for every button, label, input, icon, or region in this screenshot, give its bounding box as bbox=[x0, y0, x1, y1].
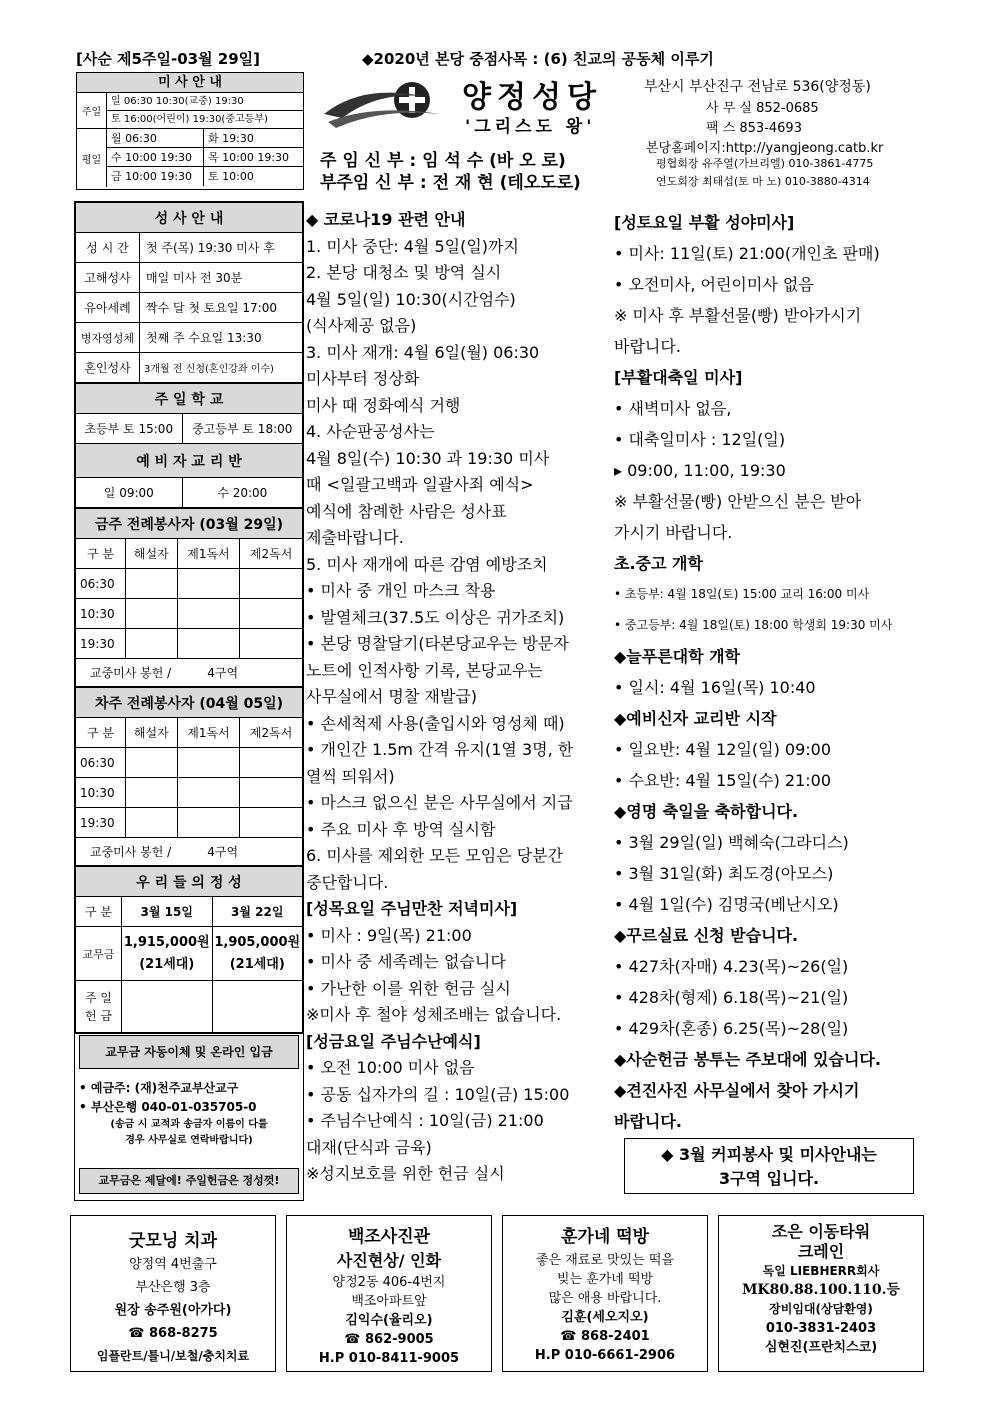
ad-title: 조은 이동타워 bbox=[771, 1222, 871, 1241]
section-heading: [성금요일 주님수난예식] bbox=[306, 1031, 481, 1051]
notice-line: 중단합니다. bbox=[306, 872, 389, 892]
sacrament-name: 고해성사 bbox=[76, 263, 140, 293]
edu-fee-amount: 1,915,000원 bbox=[123, 934, 210, 950]
notice-line: 4월 8일(수) 10:30 과 19:30 미사 bbox=[306, 448, 550, 468]
catechumen-title: 예 비 자 교 리 반 bbox=[76, 444, 303, 478]
ad-line: ☎ 868-8275 bbox=[128, 1326, 218, 1341]
weekday-mass-cell: 월 06:30 bbox=[107, 129, 204, 147]
transfer-footer: 교무금은 제달에! 주일헌금은 정성껏! bbox=[79, 1168, 299, 1194]
ad-dental bbox=[70, 1215, 276, 1372]
notice-line: ※성지보호를 위한 헌금 실시 bbox=[306, 1164, 505, 1183]
ad-line: 양정역 4번출구 bbox=[129, 1257, 217, 1272]
notice-line: ※ 미사 후 부활선물(빵) 받아가시기 bbox=[614, 306, 862, 325]
section-heading: [성목요일 주님만찬 저녁미사] bbox=[306, 899, 518, 918]
sunday-school-title: 주 일 학 교 bbox=[76, 384, 303, 414]
notice-line: • 본당 명찰달기(타본당교우는 방문자 bbox=[306, 634, 569, 653]
notice-line: • 개인간 1.5m 간격 유지(1열 3명, 한 bbox=[306, 740, 574, 759]
servers-time: 10:30 bbox=[76, 599, 126, 629]
servers-time: 19:30 bbox=[76, 808, 126, 838]
notice-line: 대재(단식과 금육) bbox=[306, 1137, 432, 1157]
ad-line: 김훈(세오지오) bbox=[561, 1310, 649, 1325]
offerings-title: 우 리 들 의 정 성 bbox=[76, 867, 303, 897]
notice-line: • 4월 1일(수) 김명국(베난시오) bbox=[614, 895, 839, 914]
notice-line: 예식에 참례한 사람은 성사표 bbox=[306, 501, 507, 521]
notice-line: • 공동 십자가의 길 : 10일(금) 15:00 bbox=[306, 1084, 570, 1104]
catechumen-wednesday: 수 20:00 bbox=[182, 478, 302, 508]
notice-line: • 발열체크(37.5도 이상은 귀가조치) bbox=[306, 607, 565, 627]
ad-photo-studio bbox=[286, 1215, 492, 1372]
section-heading: [부활대축일 미사] bbox=[614, 368, 743, 387]
section-heading: 바랍니다. bbox=[614, 1112, 682, 1131]
left-column bbox=[74, 201, 304, 1201]
ad-line: H.P 010-8411-9005 bbox=[318, 1351, 460, 1366]
notice-line: 가시기 바랍니다. bbox=[614, 523, 733, 542]
sacrament-time: 첫 주(목) 19:30 미사 후 bbox=[140, 233, 303, 263]
ad-line: 부산은행 3층 bbox=[135, 1280, 211, 1295]
ad-title: 훈가네 떡방 bbox=[560, 1227, 650, 1247]
ad-line: 장비임대(상담환영) bbox=[769, 1302, 873, 1316]
section-heading: ◆예비신자 교리반 시작 bbox=[614, 709, 777, 728]
notice-line: ※ 부활선물(빵) 안받으신 분은 받아 bbox=[614, 492, 862, 511]
ad-line: 김익수(율리오) bbox=[345, 1313, 433, 1328]
notice-line: • 428차(형제) 6.18(목)~21(일) bbox=[614, 988, 849, 1007]
section-heading: ◆늘푸른대학 개학 bbox=[614, 647, 741, 666]
right-column bbox=[614, 207, 919, 1131]
servers-head: 제1독서 bbox=[177, 718, 240, 748]
notice-line: • 마스크 없으신 분은 사무실에서 지급 bbox=[306, 793, 573, 812]
notice-line: • 오전미사, 어린이미사 없음 bbox=[614, 275, 814, 294]
notice-line: 때 <일괄고백과 일괄사죄 예식> bbox=[306, 475, 534, 494]
notice-line: 4월 5일(일) 10:30(시간엄수) bbox=[306, 289, 516, 309]
ad-line: ☎ 862-9005 bbox=[344, 1332, 434, 1347]
notice-line: • 일요반: 4월 12일(일) 09:00 bbox=[614, 740, 832, 759]
sacrament-name: 혼인성사 bbox=[76, 353, 140, 383]
weekday-mass-cell: 수 10:00 19:30 bbox=[107, 148, 204, 166]
office-fax: 팩 스 853-4693 bbox=[706, 121, 802, 136]
notice-line: 미사부터 정상화 bbox=[306, 369, 420, 388]
offering-zone: 4구역 bbox=[207, 666, 239, 680]
notice-line: • 미사: 11일(토) 21:00(개인초 판매) bbox=[614, 244, 880, 263]
ad-line: 양정2동 406-4번지 bbox=[332, 1275, 446, 1290]
servers-time: 06:30 bbox=[76, 569, 126, 599]
notice-line: • 가난한 이를 위한 헌금 실시 bbox=[306, 978, 511, 998]
ad-title: 백조사진관 bbox=[347, 1227, 431, 1247]
servers-time: 19:30 bbox=[76, 629, 126, 659]
mass-schedule-title: 미 사 안 내 bbox=[77, 73, 303, 93]
notice-line: • 수요반: 4월 15일(수) 21:00 bbox=[614, 771, 832, 790]
pastor: 주 임 신 부 : 임 석 수 (바 오 로) bbox=[320, 151, 566, 171]
notice-line: (식사제공 없음) bbox=[306, 316, 417, 335]
transfer-title: 교무금 자동이체 및 온라인 입금 bbox=[79, 1035, 299, 1069]
transfer-note: (송금 시 교적과 송금자 이름이 다를 bbox=[110, 1119, 268, 1130]
offering-label: 교중미사 봉헌 / bbox=[90, 845, 172, 859]
sunday-label: 주일 bbox=[77, 93, 107, 128]
ad-line: 사진현상/ 인화 bbox=[336, 1251, 442, 1270]
notice-line: • 429차(혼종) 6.25(목)~28(일) bbox=[614, 1019, 849, 1038]
notice-line: • 미사 중 세족례는 없습니다 bbox=[306, 952, 506, 971]
weekday-mass-cell: 화 19:30 bbox=[208, 132, 254, 145]
weekday-mass-cell: 토 10:00 bbox=[208, 170, 254, 183]
notice-line: • 미사 : 9일(목) 21:00 bbox=[306, 925, 472, 945]
assistant-pastor: 부주임 신 부 : 전 재 현 (테오도로) bbox=[320, 173, 581, 193]
edu-fee-label: 교무금 bbox=[76, 927, 122, 981]
section-heading: [성토요일 부활 성야미사] bbox=[614, 213, 795, 232]
servers-time: 10:30 bbox=[76, 778, 126, 808]
notice-line: 제출바랍니다. bbox=[306, 528, 404, 547]
section-heading: ◆사순헌금 봉투는 주보대에 있습니다. bbox=[614, 1050, 881, 1069]
sacrament-time: 3개월 전 신청(혼인강좌 이수) bbox=[140, 353, 303, 383]
transfer-note: 경우 사무실로 연락바랍니다) bbox=[125, 1135, 253, 1146]
ad-line: 독일 LIEBHERR회사 bbox=[762, 1264, 880, 1278]
ad-line: 심현진(프란치스코) bbox=[764, 1340, 878, 1355]
servers-head: 제1독서 bbox=[177, 539, 240, 569]
ad-line: ☎ 868-2401 bbox=[560, 1329, 650, 1344]
transfer-account: • 부산은행 040-01-035705-0 bbox=[79, 1100, 257, 1114]
catechumen-sunday: 일 09:00 bbox=[76, 478, 183, 508]
notice-line: • 3월 31일(화) 최도경(아모스) bbox=[614, 864, 834, 883]
ad-line: 좋은 재료로 맛있는 떡을 bbox=[536, 1253, 674, 1268]
church-address: 부산시 부산진구 전남로 536(양정동) bbox=[644, 79, 871, 95]
notice-line: 6. 미사를 제외한 모든 모임은 당분간 bbox=[306, 846, 564, 865]
section-heading: ◆꾸르실료 신청 받습니다. bbox=[614, 926, 799, 945]
ad-line: 크레인 bbox=[797, 1242, 845, 1261]
section-heading: ◆견진사진 사무실에서 찾아 가시기 bbox=[614, 1081, 860, 1100]
sunday-school-mid: 중고등부 토 18:00 bbox=[182, 414, 302, 444]
church-logo bbox=[322, 74, 452, 134]
notice-line: • 427차(자매) 4.23(목)~26(일) bbox=[614, 957, 849, 976]
offerings-head: 3월 15일 bbox=[122, 897, 213, 927]
servers-this-week-title: 금주 전례봉사자 (03월 29일) bbox=[76, 509, 303, 539]
edu-fee-amount: 1,905,000원 bbox=[214, 934, 301, 950]
notice-line: 3구역 입니다. bbox=[718, 1169, 820, 1188]
ad-title: 굿모닝 치과 bbox=[128, 1231, 218, 1251]
church-name: 양정성당 bbox=[462, 80, 602, 115]
council-president: 평협회장 유주열(가브리엘) 010-3861-4775 bbox=[656, 157, 874, 170]
homepage-link[interactable]: 본당홈페이지:http://yangjeong.catb.kr bbox=[646, 141, 884, 156]
notice-line: • 중고등부: 4월 18일(토) 18:00 학생회 19:30 미사 bbox=[614, 618, 893, 632]
ad-line: H.P 010-6661-2906 bbox=[534, 1348, 676, 1363]
notice-line: ※미사 후 철야 성체조배는 없습니다. bbox=[306, 1005, 562, 1024]
church-patron: '그리스도 왕' bbox=[465, 117, 596, 137]
notice-line: 5. 미사 재개에 따른 감염 예방조치 bbox=[306, 554, 548, 574]
notice-line: 미사 때 정화예식 거행 bbox=[306, 395, 461, 415]
edu-fee-households: (21세대) bbox=[139, 956, 195, 972]
ad-line: 010-3831-2403 bbox=[765, 1321, 877, 1336]
offering-label: 교중미사 봉헌 / bbox=[90, 666, 172, 680]
issue-date: [사순 제5주일-03월 29일] bbox=[76, 50, 260, 68]
edu-fee-households: (21세대) bbox=[229, 956, 285, 972]
servers-head: 구 분 bbox=[76, 539, 126, 569]
notice-line: • 초등부: 4월 18일(토) 15:00 교리 16:00 미사 bbox=[614, 587, 870, 601]
notice-line: 4. 사순판공성사는 bbox=[306, 422, 435, 441]
notice-line: • 3월 29일(일) 백혜숙(그라디스) bbox=[614, 833, 849, 852]
sacrament-time: 매일 미사 전 30분 bbox=[140, 263, 303, 293]
notice-line: 2. 본당 대청소 및 방역 실시 bbox=[306, 263, 502, 282]
sunday-offering-label: 주 일 bbox=[85, 990, 112, 1005]
ad-line: 백조아파트앞 bbox=[351, 1294, 427, 1309]
ad-crane bbox=[718, 1215, 924, 1372]
notice-line: • 손세척제 사용(출입시와 영성체 때) bbox=[306, 713, 565, 733]
section-heading: ◆ 코로나19 관련 안내 bbox=[306, 210, 466, 229]
notice-line: ◆ 3월 커피봉사 및 미사안내는 bbox=[661, 1145, 877, 1164]
servers-time: 06:30 bbox=[76, 748, 126, 778]
section-heading: 초.중고 개학 bbox=[614, 554, 703, 573]
sunday-school-elem: 초등부 토 15:00 bbox=[76, 414, 183, 444]
notice-line: 노트에 인적사항 기록, 본당교우는 bbox=[306, 660, 543, 680]
offerings-head: 구 분 bbox=[76, 897, 122, 927]
notice-line: • 대축일미사 : 12일(일) bbox=[614, 430, 786, 449]
ad-line: MK80.88.100.110.등 bbox=[741, 1282, 901, 1298]
section-heading: ◆영명 축일을 축하합니다. bbox=[614, 802, 799, 821]
saturday-mass-row: 토 16:00(어린이) 19:30(중고등부) bbox=[111, 114, 268, 125]
servers-head: 해설자 bbox=[126, 718, 178, 748]
notice-line: • 주님수난예식 : 10일(금) 21:00 bbox=[306, 1111, 544, 1130]
notice-line: 사무실에서 명찰 재발급) bbox=[306, 687, 477, 706]
notice-line: • 새벽미사 없음, bbox=[614, 399, 732, 418]
ad-line: 많은 애용 바랍니다. bbox=[548, 1291, 662, 1306]
notice-line: 바랍니다. bbox=[614, 337, 681, 356]
sunday-mass-row: 일 06:30 10:30(교중) 19:30 bbox=[107, 93, 303, 111]
sacrament-time: 첫째 주 수요일 13:30 bbox=[140, 323, 303, 353]
notice-box bbox=[624, 1138, 914, 1194]
servers-next-week-title: 차주 전례봉사자 (04월 05일) bbox=[76, 688, 303, 718]
weekday-label: 평일 bbox=[77, 129, 107, 187]
pastoral-motto: ◆2020년 본당 중점사목 : (6) 친교의 공동체 이루기 bbox=[362, 50, 714, 68]
ad-line: 임플란트/틀니/보철/충치치료 bbox=[96, 1349, 250, 1363]
sacrament-time: 짝수 달 첫 토요일 17:00 bbox=[140, 293, 303, 323]
offerings-head: 3월 22일 bbox=[212, 897, 303, 927]
youth-president: 연도회장 최태섭(토 마 노) 010-3880-4314 bbox=[656, 175, 870, 188]
ad-line: 빚는 훈가네 떡방 bbox=[556, 1272, 654, 1287]
notice-line: ▸ 09:00, 11:00, 19:30 bbox=[614, 461, 786, 480]
ad-rice-cake bbox=[502, 1215, 708, 1372]
servers-head: 제2독서 bbox=[240, 718, 303, 748]
sunday-offering-label: 헌 금 bbox=[85, 1008, 112, 1023]
notice-line: • 일시: 4월 16일(목) 10:40 bbox=[614, 678, 816, 697]
servers-head: 제2독서 bbox=[240, 539, 303, 569]
sacraments-title: 성 사 안 내 bbox=[76, 203, 303, 233]
transfer-holder: • 예금주: (재)천주교부산교구 bbox=[79, 1081, 239, 1095]
weekday-mass-cell: 목 10:00 19:30 bbox=[208, 151, 290, 164]
servers-head: 구 분 bbox=[76, 718, 126, 748]
notice-line: • 미사 중 개인 마스크 착용 bbox=[306, 581, 496, 600]
offering-zone: 4구역 bbox=[207, 845, 239, 859]
sacrament-name: 유아세례 bbox=[76, 293, 140, 323]
servers-head: 해설자 bbox=[126, 539, 178, 569]
sacrament-name: 병자영성체 bbox=[76, 323, 140, 353]
notice-line: • 주요 미사 후 방역 실시함 bbox=[306, 819, 496, 839]
office-phone: 사 무 실 852-0685 bbox=[706, 101, 819, 116]
middle-column bbox=[306, 207, 614, 1197]
mass-schedule bbox=[76, 72, 304, 190]
notice-line: • 오전 10:00 미사 없음 bbox=[306, 1058, 475, 1077]
weekday-mass-cell: 금 10:00 19:30 bbox=[107, 167, 204, 186]
notice-line: 3. 미사 재개: 4월 6일(월) 06:30 bbox=[306, 342, 540, 362]
notice-line: 열씩 띄워서) bbox=[306, 766, 395, 786]
sacrament-name: 성 시 간 bbox=[76, 233, 140, 263]
notice-line: 1. 미사 중단: 4월 5일(일)까지 bbox=[306, 236, 519, 256]
ad-line: 원장 송주원(아가다) bbox=[114, 1303, 232, 1318]
